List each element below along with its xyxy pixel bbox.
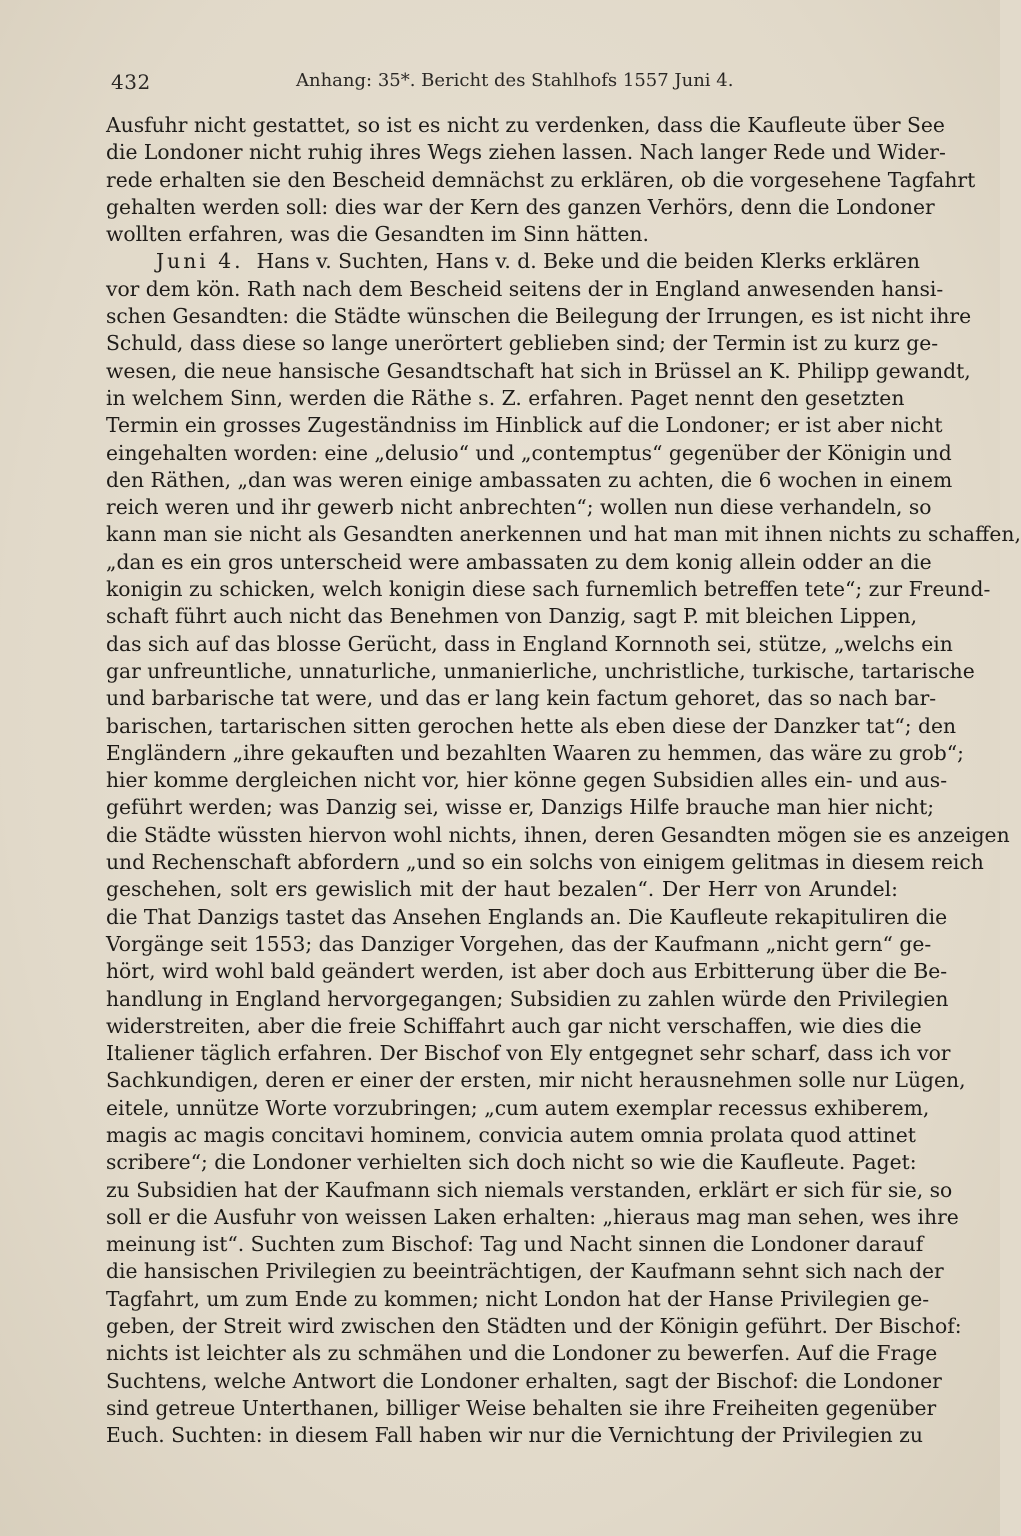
- text-line: vor dem kön. Rath nach dem Bescheid seitens der in England anwesenden hansi-: [106, 276, 944, 301]
- text-line: Hans v. Suchten, Hans v. d. Beke und die beiden Klerks erklären: [256, 249, 920, 274]
- text-line: widerstreiten, aber die freie Schiffahrt auch gar nicht verschaffen, wie dies die: [106, 1013, 922, 1038]
- text-line: in welchem Sinn, werden die Räthe s. Z. erfahren. Paget nennt den gesetzten: [106, 385, 905, 410]
- text-line: gar unfreuntliche, unnaturliche, unmanierliche, unchristliche, turkische, tartarische: [106, 658, 975, 683]
- text-line: kann man sie nicht als Gesandten anerkennen und hat man mit ihnen nichts zu schaffen,: [106, 522, 1021, 547]
- text-line: soll er die Ausfuhr von weissen Laken erhalten: „hieraus mag man sehen, wes ihre: [106, 1204, 959, 1229]
- text-line: Vorgänge seit 1553; das Danziger Vorgehen, das der Kaufmann „nicht gern“ ge-: [106, 931, 932, 956]
- page-number: 432: [111, 70, 151, 94]
- body-text: [106, 112, 1021, 1450]
- text-line: konigin zu schicken, welch konigin diese sach furnemlich betreffen tete“; zur Freund-: [106, 577, 991, 602]
- text-line: rede erhalten sie den Bescheid demnächst zu erklären, ob die vorgesehene Tagfahrt: [106, 167, 976, 192]
- text-line: hört, wird wohl bald geändert werden, ist aber doch aus Erbitterung über die Be-: [106, 959, 948, 984]
- text-line: die That Danzigs tastet das Ansehen Englands an. Die Kaufleute rekapituliren die: [106, 904, 948, 929]
- page-header: [111, 66, 896, 98]
- text-line: Tagfahrt, um zum Ende zu kommen; nicht London hat der Hanse Privilegien ge-: [106, 1286, 930, 1311]
- text-line: Ausfuhr nicht gestattet, so ist es nicht zu verdenken, dass die Kaufleute über See: [106, 113, 945, 137]
- text-line: Engländern „ihre gekauften und bezahlten Waaren zu hemmen, das wäre zu grob“;: [106, 740, 964, 765]
- date-label: Juni 4.: [156, 249, 244, 274]
- text-line: das sich auf das blosse Gerücht, dass in England Kornnoth sei, stütze, „welchs ein: [106, 631, 953, 656]
- text-line: hier komme dergleichen nicht vor, hier könne gegen Subsidien alles ein- und aus-: [106, 768, 948, 793]
- text-line: sind getreue Unterthanen, billiger Weise behalten sie ihre Freiheiten gegenüber: [106, 1395, 937, 1420]
- text-line: zu Subsidien hat der Kaufmann sich niemals verstanden, erklärt er sich für sie, so: [106, 1177, 953, 1202]
- text-line: geführt werden; was Danzig sei, wisse er, Danzigs Hilfe brauche man hier nicht;: [106, 795, 935, 820]
- text-line: eingehalten worden: eine „delusio“ und „contemptus“ gegenüber der Königin und: [106, 440, 952, 465]
- running-head: Anhang: 35*. Bericht des Stahlhofs 1557 Juni 4.: [296, 70, 734, 91]
- text-line: wesen, die neue hansische Gesandtschaft hat sich in Brüssel an K. Philipp gewandt,: [106, 358, 971, 383]
- text-line: handlung in England hervorgegangen; Subsidien zu zahlen würde den Privilegien: [106, 986, 949, 1011]
- text-line: Schuld, dass diese so lange unerörtert geblieben sind; der Termin ist zu kurz ge-: [106, 331, 939, 356]
- text-line: meinung ist“. Suchten zum Bischof: Tag und Nacht sinnen die Londoner darauf: [106, 1232, 924, 1257]
- text-line: barischen, tartarischen sitten gerochen hette als eben diese der Danzker tat“; den: [106, 713, 957, 738]
- text-line: wollten erfahren, was die Gesandten im Sinn hätten.: [106, 222, 649, 247]
- text-line: den Räthen, „dan was weren einige ambassaten zu achten, die 6 wochen in einem: [106, 467, 953, 492]
- text-line: Italiener täglich erfahren. Der Bischof von Ely entgegnet sehr scharf, dass ich vor: [106, 1041, 951, 1066]
- text-line: eitele, unnütze Worte vorzubringen; „cum autem exemplar recessus exhiberem,: [106, 1095, 930, 1120]
- text-line: schen Gesandten: die Städte wünschen die Beilegung der Irrungen, es ist nicht ihre: [106, 304, 972, 329]
- text-line: und Rechenschaft abfordern „und so ein solchs von einigem gelitmas in diesem reich: [106, 850, 984, 875]
- text-line: geben, der Streit wird zwischen den Städten und der Königin geführt. Der Bischof:: [106, 1314, 962, 1339]
- text-line: scribere“; die Londoner verhielten sich doch nicht so wie die Kaufleute. Paget:: [106, 1150, 917, 1175]
- text-line: und barbarische tat were, und das er lang kein factum gehoret, das so nach bar-: [106, 686, 937, 711]
- text-line: die Londoner nicht ruhig ihres Wegs ziehen lassen. Nach langer Rede und Wider-: [106, 140, 946, 165]
- text-line: Suchtens, welche Antwort die Londoner erhalten, sagt der Bischof: die Londoner: [106, 1368, 942, 1393]
- text-line: Termin ein grosses Zugeständniss im Hinblick auf die Londoner; er ist aber nicht: [106, 413, 943, 438]
- text-line: gehalten werden soll: dies war der Kern des ganzen Verhörs, denn die Londoner: [106, 194, 935, 219]
- text-line: nichts ist leichter als zu schmähen und die Londoner zu bewerfen. Auf die Frage: [106, 1341, 938, 1366]
- text-line: geschehen, solt ers gewislich mit der haut bezalen“. Der Herr von Arundel:: [106, 877, 898, 902]
- text-line: magis ac magis concitavi hominem, convicia autem omnia prolata quod attinet: [106, 1122, 916, 1147]
- text-line: reich weren und ihr gewerb nicht anbrechten“; wollen nun diese verhandeln, so: [106, 495, 932, 520]
- text-line: schaft führt auch nicht das Benehmen von Danzig, sagt P. mit bleichen Lippen,: [106, 604, 918, 629]
- text-line: „dan es ein gros unterscheid were ambassaten zu dem konig allein odder an die: [106, 549, 932, 574]
- text-line: Euch. Suchten: in diesem Fall haben wir nur die Vernichtung der Privilegien zu: [106, 1423, 923, 1448]
- text-line: Sachkundigen, deren er einer der ersten, mir nicht herausnehmen solle nur Lügen,: [106, 1068, 966, 1093]
- text-line: die hansischen Privilegien zu beeinträchtigen, der Kaufmann sehnt sich nach der: [106, 1259, 944, 1284]
- paragraph-start-line: [106, 248, 920, 275]
- text-line: die Städte wüssten hiervon wohl nichts, ihnen, deren Gesandten mögen sie es anzeigen: [106, 822, 1010, 847]
